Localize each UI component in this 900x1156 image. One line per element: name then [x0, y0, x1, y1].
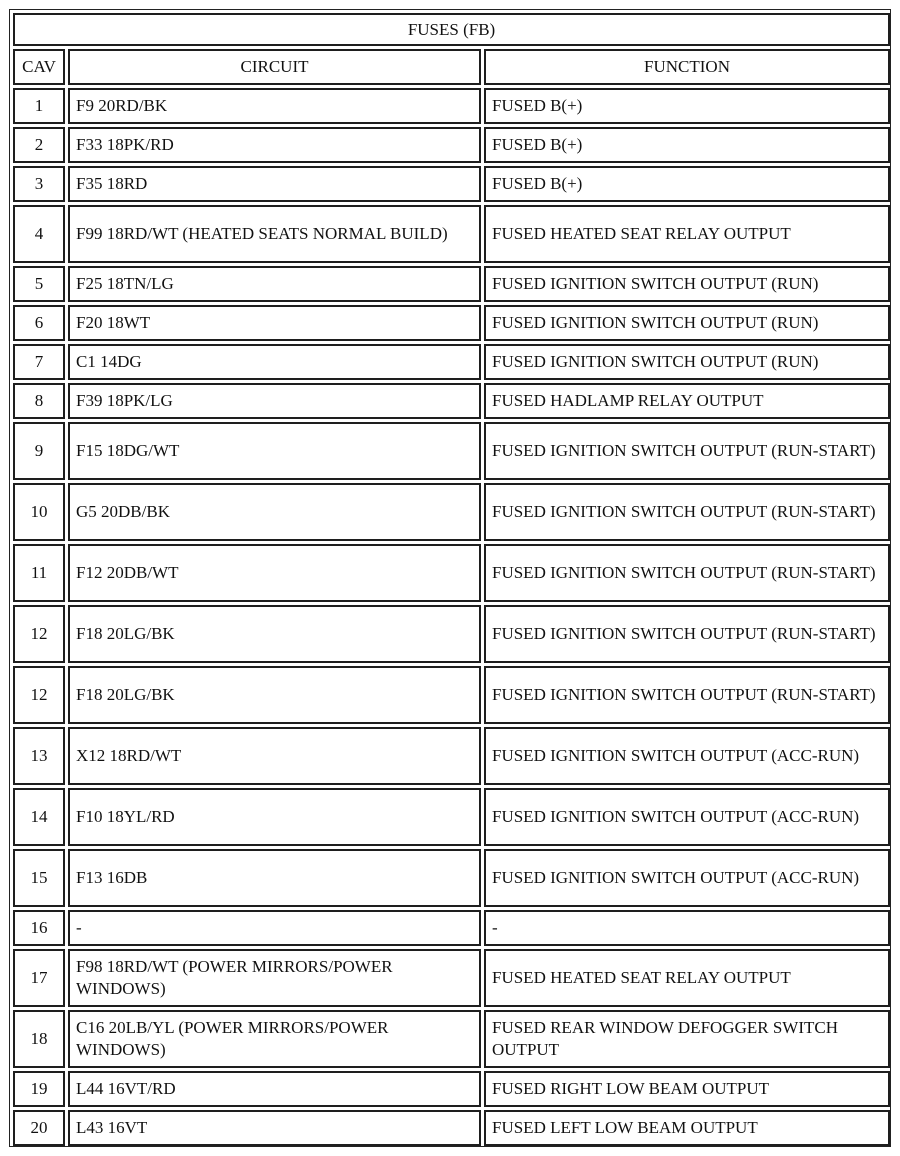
- cav-cell: 12: [13, 666, 65, 724]
- circuit-cell: C1 14DG: [68, 344, 481, 380]
- table-body: [13, 88, 890, 1146]
- table-row: [13, 266, 890, 302]
- circuit-cell: F10 18YL/RD: [68, 788, 481, 846]
- table-row: [13, 205, 890, 263]
- table-row: [13, 949, 890, 1007]
- circuit-cell: C16 20LB/YL (POWER MIRRORS/POWER WINDOWS): [68, 1010, 481, 1068]
- table-row: [13, 88, 890, 124]
- cav-cell: 8: [13, 383, 65, 419]
- function-cell: FUSED IGNITION SWITCH OUTPUT (RUN-START): [484, 544, 890, 602]
- function-cell: FUSED B(+): [484, 88, 890, 124]
- function-cell: FUSED IGNITION SWITCH OUTPUT (RUN-START): [484, 605, 890, 663]
- table-row: [13, 344, 890, 380]
- table-row: [13, 1110, 890, 1146]
- cav-cell: 6: [13, 305, 65, 341]
- function-cell: FUSED HEATED SEAT RELAY OUTPUT: [484, 205, 890, 263]
- circuit-cell: X12 18RD/WT: [68, 727, 481, 785]
- circuit-cell: L44 16VT/RD: [68, 1071, 481, 1107]
- cav-cell: 1: [13, 88, 65, 124]
- circuit-cell: F13 16DB: [68, 849, 481, 907]
- table-row: [13, 383, 890, 419]
- circuit-cell: F20 18WT: [68, 305, 481, 341]
- table-row: [13, 788, 890, 846]
- circuit-cell: F99 18RD/WT (HEATED SEATS NORMAL BUILD): [68, 205, 481, 263]
- table-row: [13, 483, 890, 541]
- function-cell: FUSED IGNITION SWITCH OUTPUT (ACC-RUN): [484, 727, 890, 785]
- function-cell: FUSED IGNITION SWITCH OUTPUT (RUN): [484, 305, 890, 341]
- function-cell: FUSED RIGHT LOW BEAM OUTPUT: [484, 1071, 890, 1107]
- table-row: [13, 1010, 890, 1068]
- function-cell: FUSED REAR WINDOW DEFOGGER SWITCH OUTPUT: [484, 1010, 890, 1068]
- table-row: [13, 166, 890, 202]
- table-row: [13, 544, 890, 602]
- cav-cell: 15: [13, 849, 65, 907]
- cav-cell: 12: [13, 605, 65, 663]
- function-cell: FUSED IGNITION SWITCH OUTPUT (RUN-START): [484, 422, 890, 480]
- cav-cell: 3: [13, 166, 65, 202]
- function-cell: -: [484, 910, 890, 946]
- circuit-cell: F39 18PK/LG: [68, 383, 481, 419]
- function-cell: FUSED B(+): [484, 127, 890, 163]
- circuit-cell: -: [68, 910, 481, 946]
- circuit-cell: F98 18RD/WT (POWER MIRRORS/POWER WINDOWS): [68, 949, 481, 1007]
- cav-cell: 19: [13, 1071, 65, 1107]
- circuit-cell: F33 18PK/RD: [68, 127, 481, 163]
- cav-cell: 10: [13, 483, 65, 541]
- cav-cell: 16: [13, 910, 65, 946]
- function-cell: FUSED IGNITION SWITCH OUTPUT (RUN): [484, 344, 890, 380]
- circuit-cell: F18 20LG/BK: [68, 666, 481, 724]
- table-row: [13, 666, 890, 724]
- cav-cell: 14: [13, 788, 65, 846]
- function-cell: FUSED IGNITION SWITCH OUTPUT (RUN-START): [484, 483, 890, 541]
- circuit-cell: F12 20DB/WT: [68, 544, 481, 602]
- circuit-cell: F9 20RD/BK: [68, 88, 481, 124]
- cav-cell: 20: [13, 1110, 65, 1146]
- function-cell: FUSED IGNITION SWITCH OUTPUT (RUN): [484, 266, 890, 302]
- function-cell: FUSED LEFT LOW BEAM OUTPUT: [484, 1110, 890, 1146]
- fuses-table: [10, 10, 893, 1149]
- cav-cell: 17: [13, 949, 65, 1007]
- header-function: FUNCTION: [484, 49, 890, 85]
- function-cell: FUSED HADLAMP RELAY OUTPUT: [484, 383, 890, 419]
- header-cav: CAV: [13, 49, 65, 85]
- table-row: [13, 422, 890, 480]
- circuit-cell: L43 16VT: [68, 1110, 481, 1146]
- table-row: [13, 849, 890, 907]
- table-row: [13, 910, 890, 946]
- table-row: [13, 605, 890, 663]
- function-cell: FUSED IGNITION SWITCH OUTPUT (RUN-START): [484, 666, 890, 724]
- function-cell: FUSED IGNITION SWITCH OUTPUT (ACC-RUN): [484, 788, 890, 846]
- header-circuit: CIRCUIT: [68, 49, 481, 85]
- table-row: [13, 727, 890, 785]
- cav-cell: 18: [13, 1010, 65, 1068]
- circuit-cell: F25 18TN/LG: [68, 266, 481, 302]
- function-cell: FUSED B(+): [484, 166, 890, 202]
- cav-cell: 7: [13, 344, 65, 380]
- table-title: FUSES (FB): [13, 13, 890, 46]
- function-cell: FUSED HEATED SEAT RELAY OUTPUT: [484, 949, 890, 1007]
- cav-cell: 5: [13, 266, 65, 302]
- function-cell: FUSED IGNITION SWITCH OUTPUT (ACC-RUN): [484, 849, 890, 907]
- circuit-cell: F15 18DG/WT: [68, 422, 481, 480]
- circuit-cell: F35 18RD: [68, 166, 481, 202]
- cav-cell: 13: [13, 727, 65, 785]
- fuses-document: [9, 9, 891, 1147]
- circuit-cell: G5 20DB/BK: [68, 483, 481, 541]
- table-row: [13, 127, 890, 163]
- cav-cell: 9: [13, 422, 65, 480]
- table-row: [13, 1071, 890, 1107]
- table-row: [13, 305, 890, 341]
- circuit-cell: F18 20LG/BK: [68, 605, 481, 663]
- cav-cell: 4: [13, 205, 65, 263]
- cav-cell: 11: [13, 544, 65, 602]
- cav-cell: 2: [13, 127, 65, 163]
